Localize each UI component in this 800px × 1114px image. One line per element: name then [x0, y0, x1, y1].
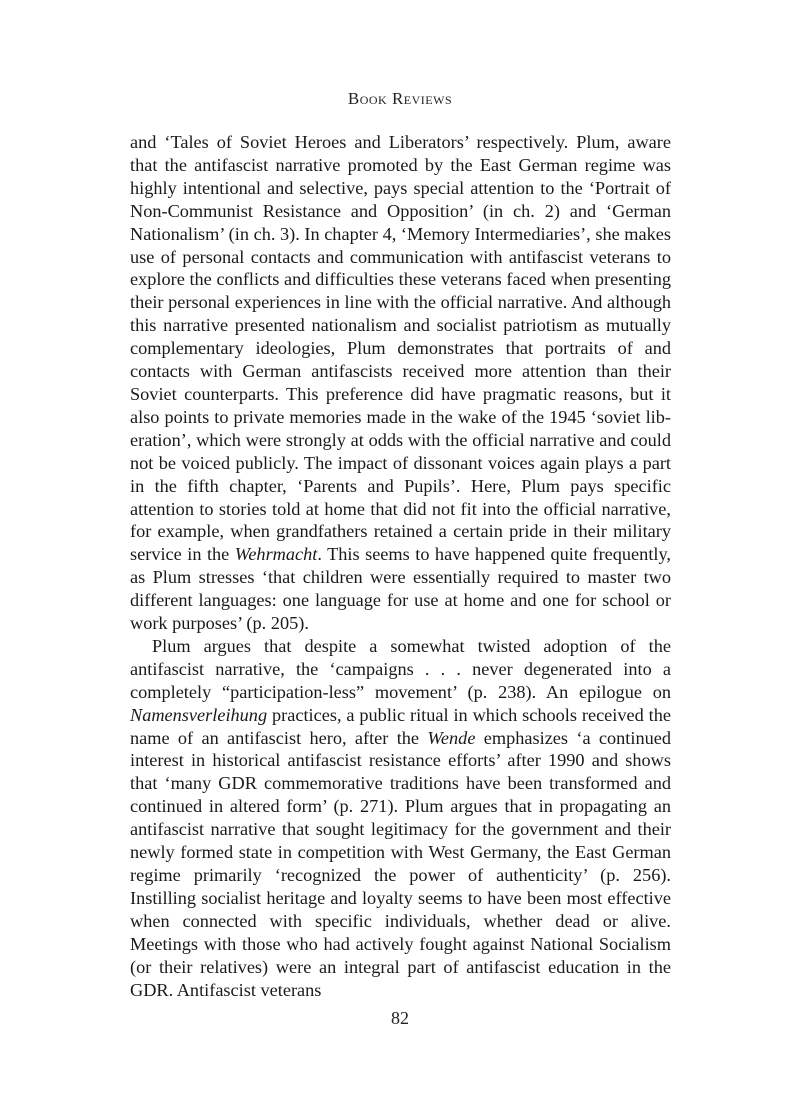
italic-term: Wehrmacht: [234, 544, 318, 565]
text-run: emphasizes ‘a continued interest in historical antifascist resistance efforts’ after 1990 and shows that ‘many GDR commemorative traditions have been transformed and continued in altered form’ (p. 271). Plum argues that in propagating an antifascist narrative that sought legitimacy for the government and their newly formed state in competition with West Germany, the East German regime primarily ‘recognized the power of authenticity’ (p. 256). Instilling socialist heritage and loyalty seems to have been most effective when connected with specific individuals, whether dead or alive. Meetings with those who had actively fought against National Socialism (or their relatives) were an integral part of antifascist education in the GDR. Antifascist veterans: [130, 727, 671, 1000]
text-run: . This seems to have happened quite frequently, as Plum stresses ‘that children were essentially required to master two different languages: one language for use at home and one for school or work purposes’ (p. 205).: [130, 544, 671, 634]
review-body-text: [130, 131, 671, 1001]
text-run: Plum argues that despite a somewhat twisted adoption of the antifascist narrative, the ‘campaigns . . . never degenerated into a completely “participation-less” movement’ (p. 238). An epilogue on: [130, 635, 671, 702]
page-number: 82: [391, 1008, 409, 1028]
italic-term: Wende: [427, 727, 476, 748]
running-header: Book Reviews: [347, 89, 453, 108]
body-paragraph: [130, 635, 671, 1002]
body-paragraph: [130, 131, 671, 635]
text-run: practices, a public ritual in which schools received the name of an antifascist hero, after the: [130, 704, 671, 748]
text-run: and ‘Tales of Soviet Heroes and Liberators’ respectively. Plum, aware that the antifascist narrative promoted by the East German regime was highly intentional and selective, pays special attention to the ‘Portrait of Non-Communist Resistance and Opposition’ (in ch. 2) and ‘German Nationalism’ (in ch. 3). In chapter 4, ‘Memory Intermediaries’, she makes use of personal contacts and communication with antifascist veterans to explore the conflicts and difficulties these veterans faced when presenting their personal experiences in line with the official narrative. And although this narrative presented nationalism and socialist patriotism as mutually complementary ideologies, Plum demonstrates that portraits of and contacts with German antifascists received more attention than their Soviet counterparts. This preference did have pragmatic reasons, but it also points to private memories made in the wake of the 1945 ‘soviet liberation’, which were strongly at odds with the official narrative and could not be voiced publicly. The impact of dissonant voices again plays a part in the fifth chapter, ‘Parents and Pupils’. Here, Plum pays specific attention to stories told at home that did not fit into the official narrative, for example, when grandfathers retained a certain pride in their military service in the: [130, 132, 671, 565]
italic-term: Namensverleihung: [130, 704, 268, 725]
